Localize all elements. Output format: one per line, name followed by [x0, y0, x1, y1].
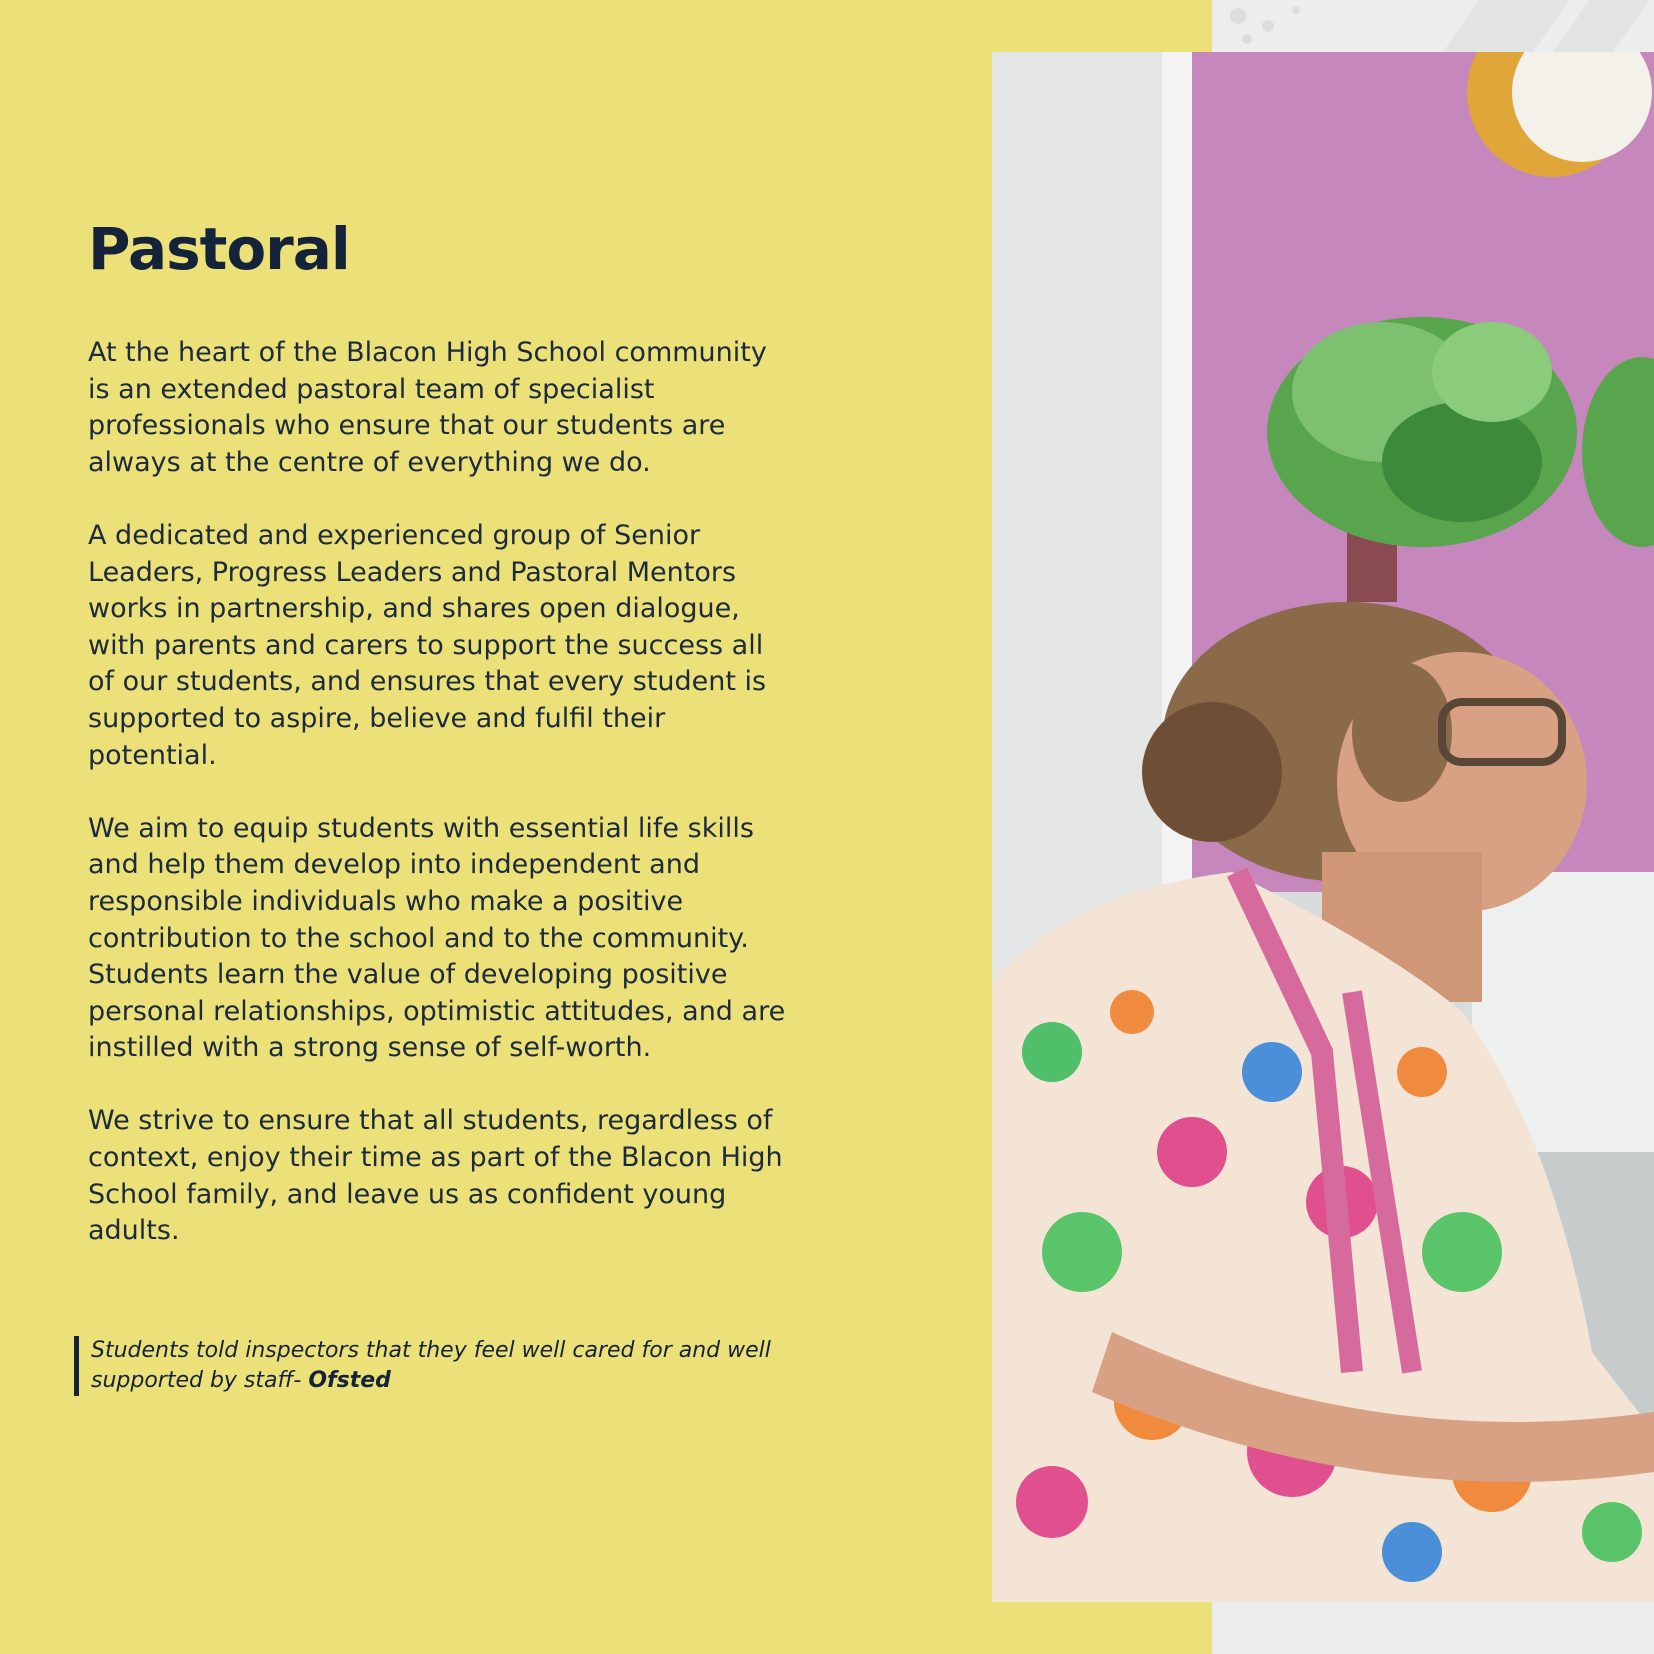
- paragraph: We aim to equip students with essential life skills and help them develop into independent and responsible individuals who make a positive contribution to the school and to the community. Students learn the value of developing positive personal relationships, optimistic attitudes, and are instilled with a strong sense of self-worth.: [88, 812, 786, 1064]
- quote-text: Students told inspectors that they feel well cared for and well supported by staff-: [91, 1338, 771, 1393]
- decorative-dot: [1242, 34, 1252, 44]
- pull-quote: [74, 1336, 831, 1396]
- paragraph: At the heart of the Blacon High School community is an extended pastoral team of specialist professionals who ensure that our students are always at the centre of everything we do.: [88, 337, 767, 478]
- teacher-photo: [992, 52, 1654, 1602]
- paragraph: A dedicated and experienced group of Senior Leaders, Progress Leaders and Pastoral Mentors works in partnership, and shares open dialogue, with parents and carers to support the success all of our students, and ensures that every student is supported to aspire, believe and fulfil their potential.: [88, 519, 767, 771]
- decorative-dot: [1262, 20, 1274, 32]
- quote-attribution: Ofsted: [308, 1368, 391, 1393]
- decorative-dot: [1292, 6, 1300, 14]
- body-text: [88, 335, 808, 1286]
- page-title: Pastoral: [88, 215, 350, 283]
- decorative-dot: [1230, 8, 1246, 24]
- paragraph: We strive to ensure that all students, regardless of context, enjoy their time as part of the Blacon High School family, and leave us as confident young adults.: [88, 1105, 783, 1247]
